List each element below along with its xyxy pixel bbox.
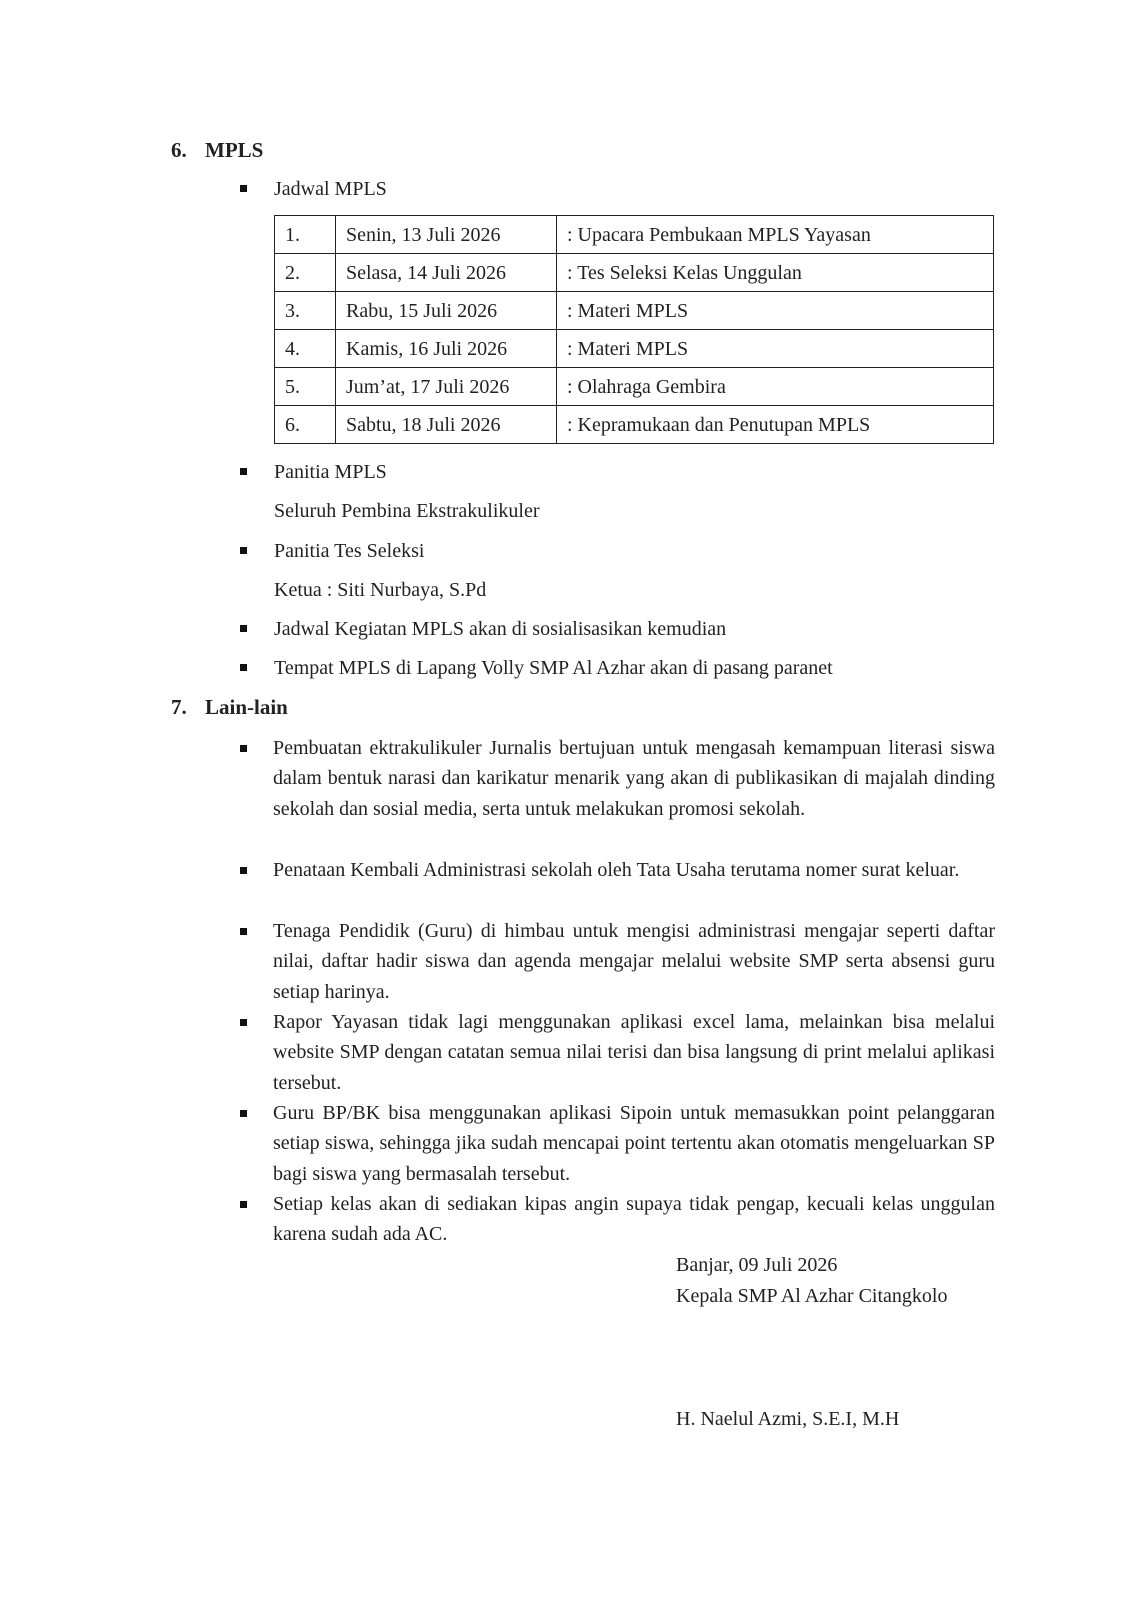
panitia-tes-value: Ketua : Siti Nurbaya, S.Pd [274,579,487,601]
square-bullet-icon [240,185,247,192]
square-bullet-icon [240,664,247,671]
square-bullet-icon [240,468,247,475]
square-bullet-icon [240,625,247,632]
section-7-title: Lain-lain [205,695,288,719]
square-bullet-icon [240,1201,247,1208]
list-item-text: Rapor Yayasan tidak lagi menggunakan aplikasi excel lama, melainkan bisa melalui website SMP dengan catatan semua nilai terisi dan bisa langsung di print melalui aplikasi tersebut. [273,1011,995,1094]
row-day: Rabu, 15 Juli 2026 [336,292,557,330]
signature-position: Kepala SMP Al Azhar Citangkolo [676,1285,948,1307]
list-item [240,855,995,885]
row-activity: : Materi MPLS [557,330,994,368]
list-item-text: Pembuatan ektrakulikuler Jurnalis bertujuan untuk mengasah kemampuan literasi siswa dalam bentuk narasi dan karikatur menarik yang akan di publikasikan di majalah dinding sekolah dan sosial media, serta untuk melakukan promosi sekolah. [273,737,995,820]
square-bullet-icon [240,1110,247,1117]
list-item [240,916,995,1007]
row-day: Senin, 13 Juli 2026 [336,216,557,254]
sosialisasi-text: Jadwal Kegiatan MPLS akan di sosialisasikan kemudian [274,618,727,640]
square-bullet-icon [240,745,247,752]
panitia-mpls-label: Panitia MPLS [274,461,387,483]
square-bullet-icon [240,1019,247,1026]
row-number: 1. [275,216,336,254]
list-item-text: Setiap kelas akan di sediakan kipas angin supaya tidak pengap, kecuali kelas unggulan karena sudah ada AC. [273,1193,995,1246]
row-activity: : Materi MPLS [557,292,994,330]
table-row [275,216,994,254]
section-6-title: MPLS [205,138,264,162]
table-row [275,292,994,330]
row-day: Selasa, 14 Juli 2026 [336,254,557,292]
list-item [240,733,995,824]
row-number: 4. [275,330,336,368]
row-number: 5. [275,368,336,406]
row-activity: : Kepramukaan dan Penutupan MPLS [557,406,994,444]
square-bullet-icon [240,547,247,554]
table-row [275,368,994,406]
section-6-number: 6. [171,138,187,162]
schedule-table [274,215,994,444]
list-item [240,1007,995,1098]
row-number: 2. [275,254,336,292]
list-item-text: Guru BP/BK bisa menggunakan aplikasi Sipoin untuk memasukkan point pelanggaran setiap siswa, sehingga jika sudah mencapai point tertentu akan otomatis mengeluarkan SP bagi siswa yang bermasalah tersebut. [273,1102,995,1185]
jadwal-label: Jadwal MPLS [274,178,387,200]
row-day: Kamis, 16 Juli 2026 [336,330,557,368]
row-activity: : Tes Seleksi Kelas Unggulan [557,254,994,292]
list-item-text: Tenaga Pendidik (Guru) di himbau untuk mengisi administrasi mengajar seperti daftar nilai, daftar hadir siswa dan agenda mengajar melalui website SMP serta absensi guru setiap harinya. [273,920,995,1003]
list-item [240,1189,995,1250]
table-row [275,330,994,368]
section-7-number: 7. [171,695,187,719]
list-item-text: Penataan Kembali Administrasi sekolah oleh Tata Usaha terutama nomer surat keluar. [273,859,960,881]
square-bullet-icon [240,867,247,874]
panitia-tes-label: Panitia Tes Seleksi [274,540,425,562]
panitia-mpls-value: Seluruh Pembina Ekstrakulikuler [274,500,540,522]
signature-name: H. Naelul Azmi, S.E.I, M.H [676,1408,900,1430]
signature-place-date: Banjar, 09 Juli 2026 [676,1254,838,1276]
section-7-heading [171,693,288,721]
table-row [275,406,994,444]
row-activity: : Upacara Pembukaan MPLS Yayasan [557,216,994,254]
row-activity: : Olahraga Gembira [557,368,994,406]
table-row [275,254,994,292]
section-6-heading [171,136,263,164]
row-day: Jum’at, 17 Juli 2026 [336,368,557,406]
row-number: 6. [275,406,336,444]
tempat-text: Tempat MPLS di Lapang Volly SMP Al Azhar akan di pasang paranet [274,657,833,679]
row-day: Sabtu, 18 Juli 2026 [336,406,557,444]
square-bullet-icon [240,928,247,935]
row-number: 3. [275,292,336,330]
list-item [240,1098,995,1189]
